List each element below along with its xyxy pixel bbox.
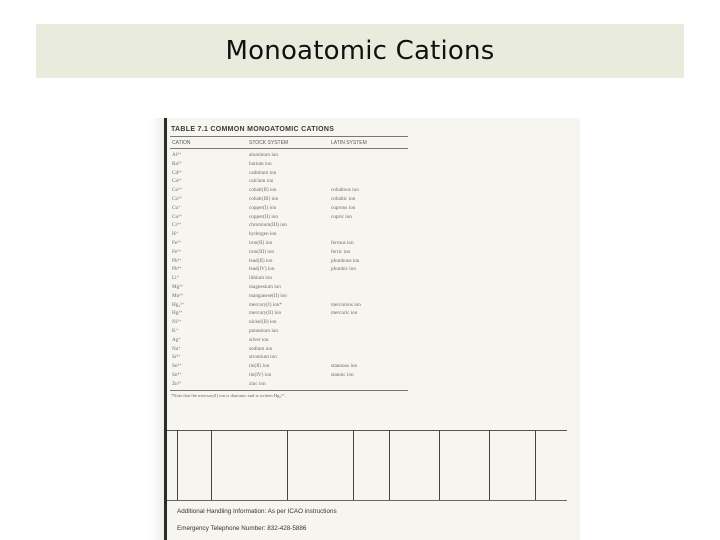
- stock-name-cell: lead(II) ion: [249, 257, 273, 264]
- stock-name-cell: mercury(II) ion: [249, 310, 282, 317]
- table-row: [167, 380, 467, 388]
- cation-cell: Ba²⁺: [172, 160, 183, 167]
- cation-cell: Co³⁺: [172, 196, 183, 202]
- slide-title: Monoatomic Cations: [225, 36, 495, 66]
- table-row: [167, 177, 467, 185]
- latin-name-cell: cuprous ion: [331, 204, 356, 211]
- stock-name-cell: calcium ion: [249, 178, 274, 185]
- table-end-rule: [170, 390, 408, 391]
- emergency-phone-label: Emergency Telephone Number:: [177, 525, 266, 532]
- table-row: [167, 169, 467, 177]
- cation-cell: Hg²⁺: [172, 310, 183, 317]
- cation-cell: Sr²⁺: [172, 354, 181, 361]
- table-row: [167, 265, 467, 273]
- stock-name-cell: nickel(II) ion: [249, 319, 277, 326]
- stock-name-cell: potassium ion: [249, 328, 278, 334]
- cation-cell: Li⁺: [172, 275, 180, 282]
- slide-title-bar: [36, 24, 684, 78]
- cation-cell: Pb⁴⁺: [172, 266, 183, 273]
- stock-name-cell: iron(II) ion: [249, 240, 273, 246]
- stock-name-cell: tin(IV) ion: [249, 372, 272, 378]
- document-page: [167, 118, 580, 540]
- handling-info-label: Additional Handling Information:: [177, 508, 267, 515]
- stock-name-cell: tin(II) ion: [249, 363, 270, 370]
- table-row: [167, 345, 467, 353]
- form-column-line: [353, 430, 354, 500]
- table-row: [167, 230, 467, 238]
- stock-name-cell: cobalt(II) ion: [249, 187, 277, 194]
- stock-name-cell: silver ion: [249, 336, 269, 343]
- latin-name-cell: plumbous ion: [331, 257, 360, 264]
- stock-name-cell: cadmium ion: [249, 169, 277, 176]
- table-row: [167, 283, 467, 291]
- table-row: [167, 204, 467, 212]
- cation-cell: Cu²⁺: [172, 213, 183, 220]
- cation-cell: Co²⁺: [172, 187, 183, 194]
- table-row: [167, 186, 467, 194]
- form-column-line: [211, 430, 212, 500]
- form-column-line: [287, 430, 288, 500]
- latin-name-cell: mercuric ion: [331, 310, 358, 317]
- stock-name-cell: chromium(III) ion: [249, 222, 287, 229]
- form-middle-rule: [167, 500, 567, 501]
- handling-info-value: As per ICAO instructions: [267, 508, 337, 515]
- latin-name-cell: stannous ion: [331, 363, 358, 370]
- cation-cell: Ag⁺: [172, 336, 182, 343]
- latin-name-cell: cobaltous ion: [331, 187, 359, 194]
- cation-cell: Cd²⁺: [172, 169, 183, 176]
- form-column-line: [389, 430, 390, 500]
- stock-name-cell: strontium ion: [249, 354, 277, 361]
- stock-name-cell: barium ion: [249, 160, 272, 167]
- stock-name-cell: lithium ion: [249, 275, 272, 282]
- header-top-rule: [170, 136, 408, 137]
- stock-name-cell: lead(IV) ion: [249, 266, 275, 273]
- emergency-phone-value: 832-428-5886: [267, 525, 307, 532]
- cation-cell: Mg²⁺: [172, 284, 184, 290]
- header-bottom-rule: [170, 148, 408, 149]
- stock-name-cell: mercury(I) ion*: [249, 301, 282, 308]
- cation-cell: Sn²⁺: [172, 363, 182, 370]
- latin-name-cell: ferric ion: [331, 248, 351, 255]
- table-row: [167, 371, 467, 379]
- table-row: [167, 151, 467, 159]
- handling-info-line: [177, 508, 337, 515]
- cation-cell: Zn²⁺: [172, 380, 183, 387]
- stock-name-cell: zinc ion: [249, 380, 266, 387]
- cation-cell: Mn²⁺: [172, 292, 184, 299]
- table-row: [167, 160, 467, 168]
- cation-cell: Cr³⁺: [172, 222, 182, 229]
- stock-name-cell: aluminum ion: [249, 152, 278, 158]
- table-caption: TABLE 7.1 COMMON MONOATOMIC CATIONS: [171, 126, 335, 133]
- cation-cell: H⁺: [172, 231, 179, 238]
- stock-name-cell: sodium ion: [249, 345, 273, 352]
- table-row: [167, 336, 467, 344]
- stock-name-cell: iron(III) ion: [249, 248, 274, 255]
- table-row: [167, 257, 467, 265]
- stock-name-cell: manganese(II) ion: [249, 292, 287, 299]
- form-column-line: [535, 430, 536, 500]
- form-column-line: [489, 430, 490, 500]
- stock-name-cell: cobalt(III) ion: [249, 196, 279, 202]
- cation-cell: Hg₂²⁺: [172, 301, 185, 308]
- form-column-line: [439, 430, 440, 500]
- stock-name-cell: hydrogen ion: [249, 231, 277, 238]
- stock-name-cell: magnesium ion: [249, 284, 281, 290]
- table-row: [167, 318, 467, 326]
- table-row: [167, 327, 467, 335]
- stock-name-cell: copper(II) ion: [249, 213, 278, 220]
- table-row: [167, 248, 467, 256]
- table-row: [167, 274, 467, 282]
- header-cation: CATION: [172, 140, 191, 146]
- latin-name-cell: cobaltic ion: [331, 196, 356, 202]
- cation-cell: Fe³⁺: [172, 248, 182, 255]
- cation-cell: Na⁺: [172, 345, 181, 352]
- latin-name-cell: ferrous ion: [331, 240, 354, 246]
- latin-name-cell: plumbic ion: [331, 266, 356, 273]
- table-row: [167, 301, 467, 309]
- shipping-form: [167, 430, 580, 540]
- latin-name-cell: stannic ion: [331, 372, 354, 378]
- cation-cell: Al³⁺: [172, 152, 182, 158]
- cation-cell: Cu⁺: [172, 204, 181, 211]
- cation-cell: Ni²⁺: [172, 319, 182, 326]
- table-row: [167, 292, 467, 300]
- header-latin-system: LATIN SYSTEM: [331, 140, 367, 146]
- form-column-line: [177, 430, 178, 500]
- cation-cell: Pb²⁺: [172, 257, 182, 264]
- latin-name-cell: mercurous ion: [331, 301, 361, 308]
- scan-margin: [150, 118, 164, 540]
- scanned-document: [150, 118, 580, 540]
- table-footnote: *Note that the mercury(I) ion is diatomic and is written Hg₂²⁺.: [171, 393, 286, 398]
- table-row: [167, 221, 467, 229]
- form-top-rule: [167, 430, 567, 431]
- cation-cell: Fe²⁺: [172, 240, 182, 246]
- table-row: [167, 195, 467, 203]
- table-row: [167, 213, 467, 221]
- cation-cell: Sn⁴⁺: [172, 372, 183, 378]
- latin-name-cell: cupric ion: [331, 213, 352, 220]
- header-stock-system: STOCK SYSTEM: [249, 140, 289, 146]
- stock-name-cell: copper(I) ion: [249, 204, 277, 211]
- table-row: [167, 362, 467, 370]
- table-row: [167, 239, 467, 247]
- cation-cell: K⁺: [172, 328, 179, 334]
- cation-cell: Ca²⁺: [172, 178, 183, 185]
- table-row: [167, 309, 467, 317]
- emergency-phone-line: [177, 525, 306, 532]
- table-row: [167, 353, 467, 361]
